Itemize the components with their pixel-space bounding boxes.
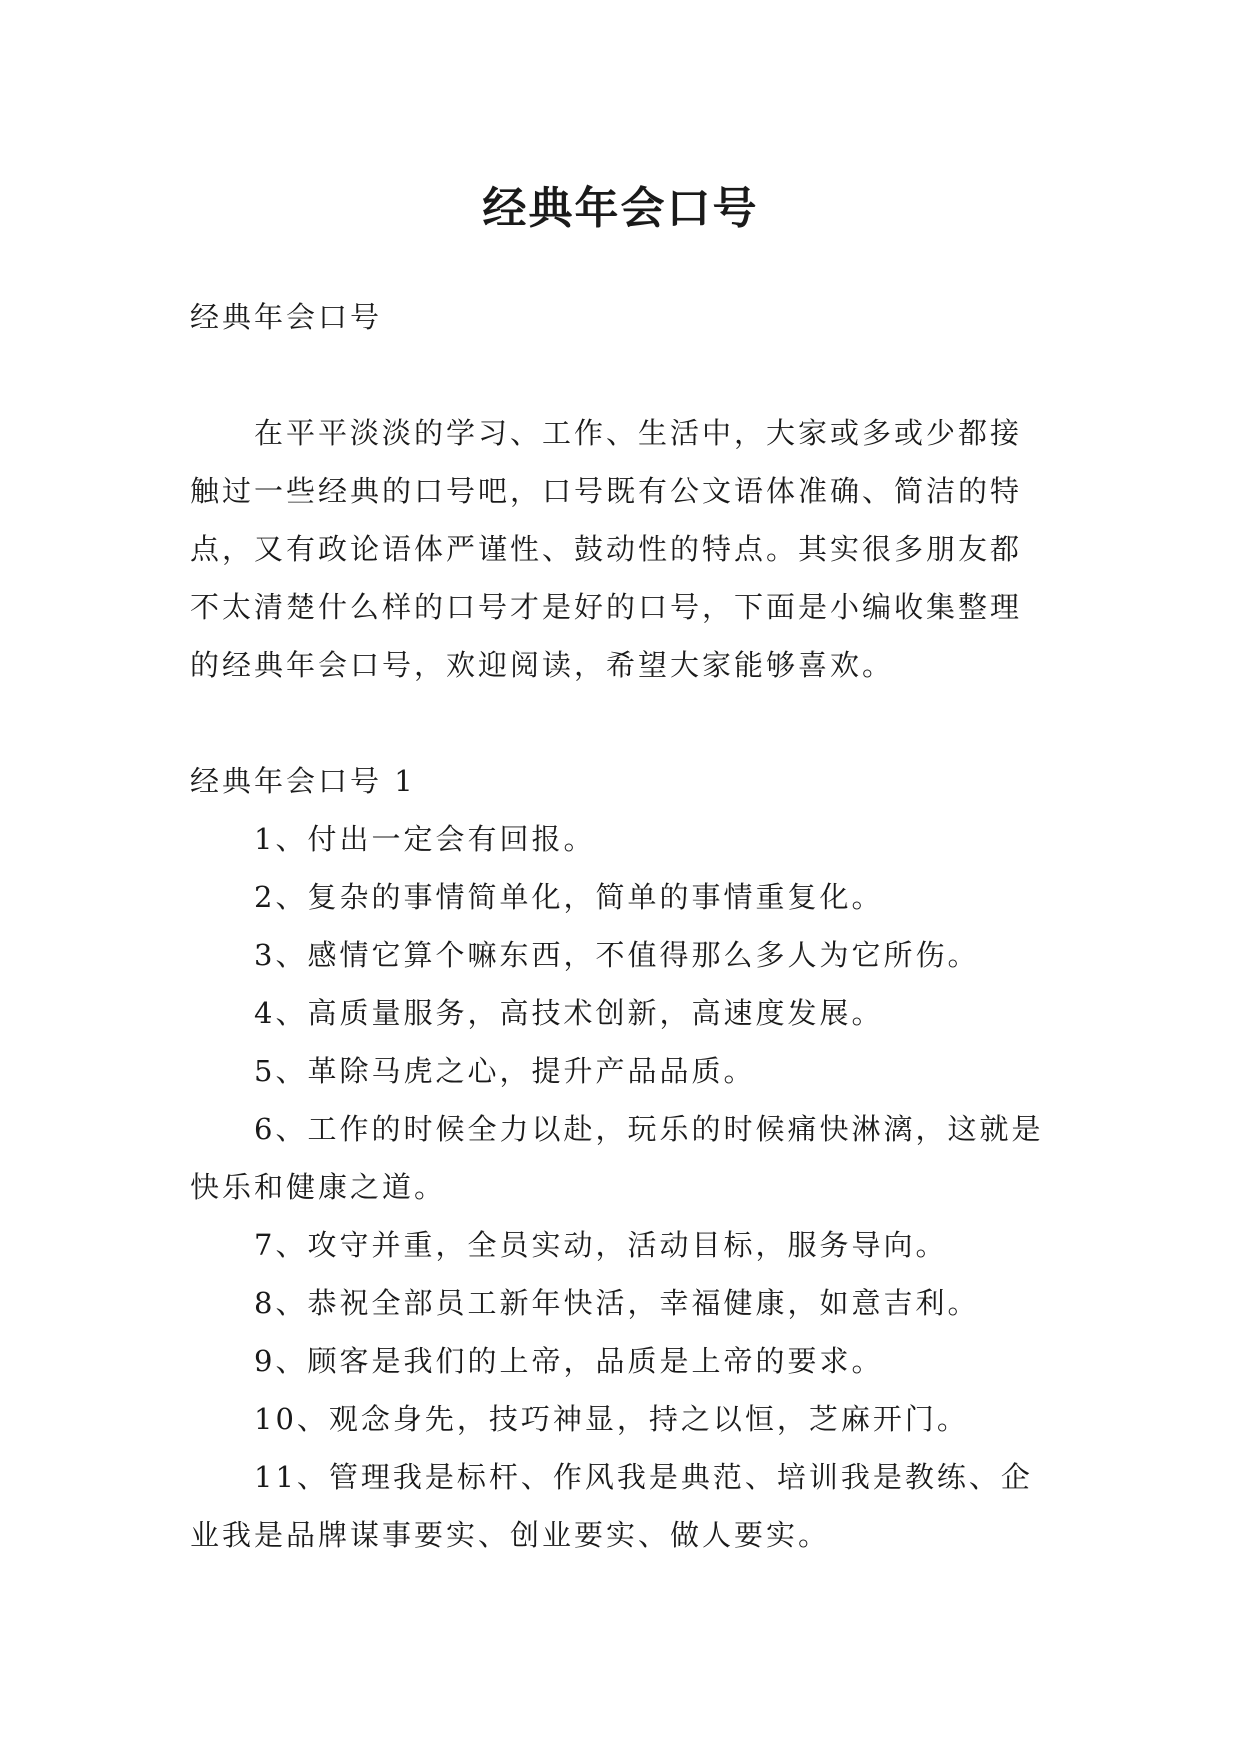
intro-paragraph: 在平平淡淡的学习、工作、生活中，大家或多或少都接触过一些经典的口号吧，口号既有公文语体准确、简洁的特点，又有政论语体严谨性、鼓动性的特点。其实很多朋友都不太清楚什么样的口号才是好的口号，下面是小编收集整理的经典年会口号，欢迎阅读，希望大家能够喜欢。 — [190, 416, 1023, 682]
slogan-item: 5、革除马虎之心，提升产品品质。 — [254, 1054, 756, 1088]
slogan-item: 9、顾客是我们的上帝，品质是上帝的要求。 — [254, 1344, 884, 1378]
slogan-item: 3、感情它算个嘛东西，不值得那么多人为它所伤。 — [254, 938, 980, 972]
slogan-item: 1、付出一定会有回报。 — [254, 822, 596, 856]
slogan-item: 10、观念身先，技巧神显，持之以恒，芝麻开门。 — [254, 1402, 969, 1436]
slogan-item: 4、高质量服务，高技术创新，高速度发展。 — [254, 996, 884, 1030]
slogan-item: 2、复杂的事情简单化，简单的事情重复化。 — [254, 880, 884, 914]
section-heading: 经典年会口号 1 — [190, 764, 416, 798]
document-title: 经典年会口号 — [482, 183, 759, 235]
slogan-list — [190, 810, 1052, 1564]
slogan-item: 6、工作的时候全力以赴，玩乐的时候痛快淋漓，这就是快乐和健康之道。 — [190, 1112, 1044, 1204]
document-subtitle: 经典年会口号 — [190, 300, 383, 334]
slogan-item: 11、管理我是标杆、作风我是典范、培训我是教练、企业我是品牌谋事要实、创业要实、做人要实。 — [190, 1460, 1033, 1552]
slogan-item: 7、攻守并重，全员实动，活动目标，服务导向。 — [254, 1228, 948, 1262]
slogan-item: 8、恭祝全部员工新年快活，幸福健康，如意吉利。 — [254, 1286, 980, 1320]
document-body — [190, 288, 1052, 1564]
